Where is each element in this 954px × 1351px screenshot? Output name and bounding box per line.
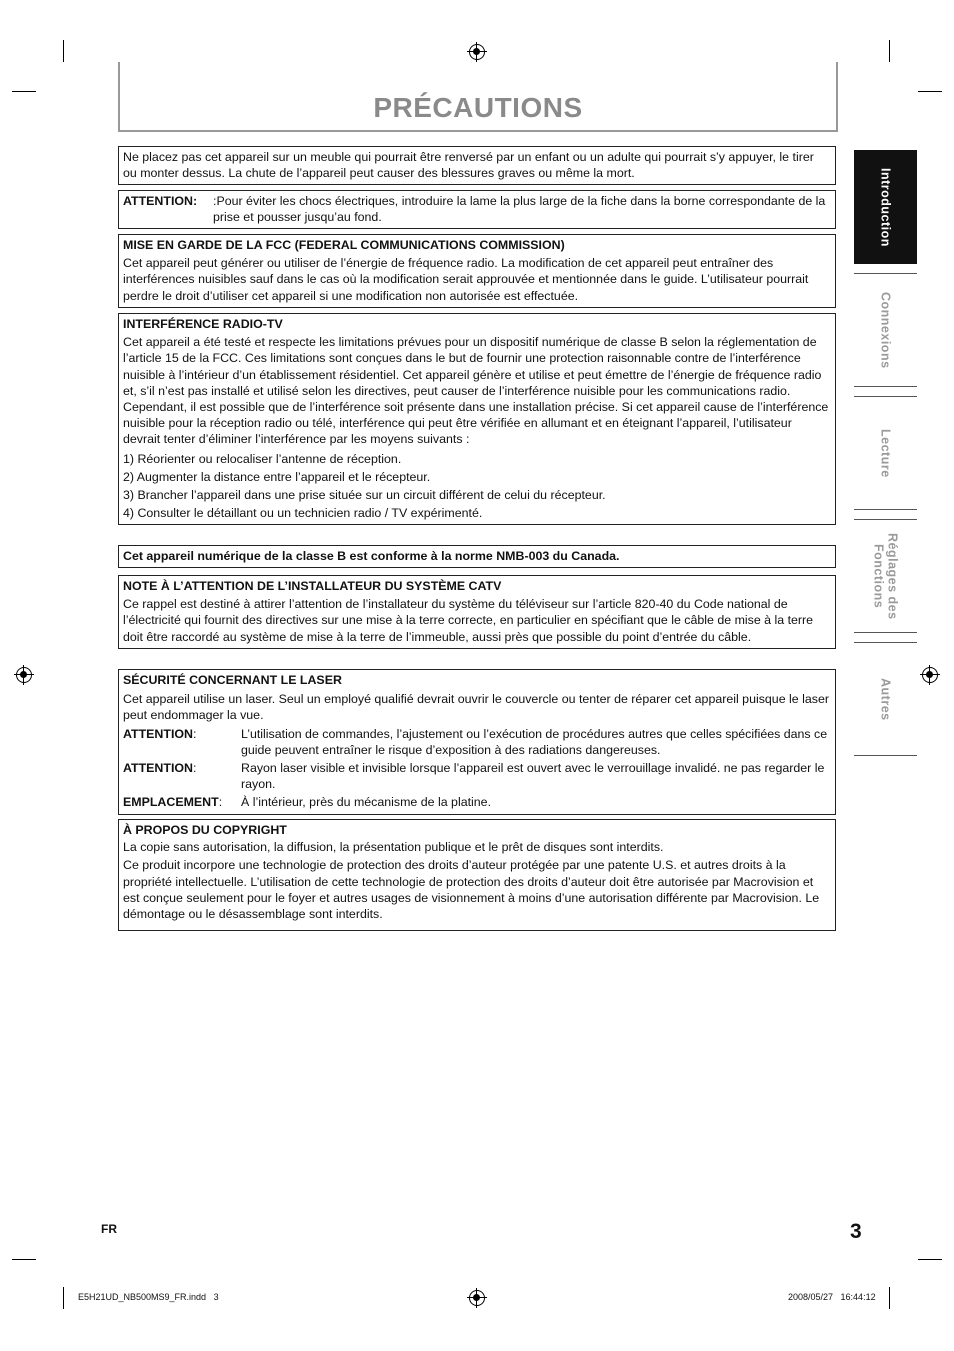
radio-item: 1) Réorienter ou relocaliser l’antenne de réception. xyxy=(123,451,402,466)
radio-item: 4) Consulter le détaillant ou un technicien radio / TV expérimenté. xyxy=(123,506,483,521)
laser-row-text: Rayon laser visible et invisible lorsque l’appareil est ouvert avec le verrouillage invalidé. ne pas regarder le rayon. xyxy=(241,761,825,792)
radio-box xyxy=(118,313,836,525)
registration-mark-icon xyxy=(469,1290,485,1306)
laser-heading: SÉCURITÉ CONCERNANT LE LASER xyxy=(123,673,342,687)
page-number: 3 xyxy=(850,1220,862,1243)
tab-label: Autres xyxy=(878,677,893,721)
fcc-heading: MISE EN GARDE DE LA FCC (FEDERAL COMMUNICATIONS COMMISSION) xyxy=(123,238,565,252)
copyright-box xyxy=(118,819,836,931)
attention-label: ATTENTION: xyxy=(123,194,198,208)
laser-box xyxy=(118,669,836,815)
laser-row xyxy=(123,760,831,792)
laser-row-sep: : xyxy=(192,726,197,741)
laser-row-label: EMPLACEMENT xyxy=(123,795,219,810)
tab-label: Connexions xyxy=(878,291,893,369)
tab-lecture[interactable] xyxy=(854,396,917,510)
radio-heading: INTERFÉRENCE RADIO-TV xyxy=(123,317,283,331)
warning-box xyxy=(118,146,836,185)
footer-filename: E5H21UD_NB500MS9_FR.indd 3 xyxy=(78,1292,219,1302)
radio-item: 2) Augmenter la distance entre l’appareil et le récepteur. xyxy=(123,469,431,484)
tab-label: Introduction xyxy=(878,167,893,247)
copyright-text-2: Ce produit incorpore une technologie de protection des droits d’auteur protégée par une patente U.S. et autres droits à la propriété intellectuelle. L’utilisation de cette technologie de protection des droits d’auteur doit être autorisée par Macrovision et est conçue seulement pour le foyer et autres usages de visionnement à moins d’une autorisation différente par Macrovision. Le démontage ou le désassemblage sont interdits. xyxy=(123,858,820,922)
radio-text: Cet appareil a été testé et respecte les limitations prévues pour un dispositif numérique de classe B selon la réglementation de l’article 15 de la FCC. Ces limitations sont conçues dans le but de fournir une protection raisonnable contre de l’interférence nuisible à l’intérieur d’un établissement résidentiel. Cet appareil génère et utilise et peut émettre de l’énergie de fréquence radio et, s’il n’est pas installé et utilisé selon les directives, peut causer de l’interférence nuisible pour les communications radio. Cependant, il est possible que de l’interférence soit présente dans une installation précise. Si cet appareil cause de l’interférence nuisible pour la réception radio ou télé, interférence qui peut être vérifiée en allumant et en éteignant l’appareil, l’utilisateur devrait tenter d’éliminer l’interférence par les moyens suivants : xyxy=(123,335,829,447)
laser-row-sep: : xyxy=(218,795,223,810)
tab-introduction[interactable] xyxy=(854,150,917,264)
tab-autres[interactable] xyxy=(854,642,917,756)
page-title: PRÉCAUTIONS xyxy=(373,92,583,123)
tab-label: Réglages des Fonctions xyxy=(871,532,900,620)
registration-mark-icon xyxy=(16,667,32,683)
laser-row-text: L’utilisation de commandes, l’ajustement ou l’exécution de procédures autres que celles spécifiées dans ce guide peuvent entraîner le risque d’exposition à des radiations dangereuses. xyxy=(241,726,828,757)
laser-text: Cet appareil utilise un laser. Seul un employé qualifié devrait ouvrir le couvercle ou tenter de réparer cet appareil puisque le laser peut endommager la vue. xyxy=(123,692,829,723)
catv-heading: NOTE À L’ATTENTION DE L’INSTALLATEUR DU SYSTÈME CATV xyxy=(123,579,502,593)
catv-text: Ce rappel est destiné à attirer l’attention de l’installateur du système du téléviseur sur l’article 820-40 du Code national de l’électricité qui fournit des directives sur une mise à la terre correcte, en particulier en spécifiant que le câble de mise à la terre doit être raccordé au système de mise à la terre de l’immeuble, aussi près que possible du point d’entrée du câble. xyxy=(123,597,814,644)
laser-row-label: ATTENTION xyxy=(123,761,193,776)
catv-box xyxy=(118,575,836,649)
copyright-heading: À PROPOS DU COPYRIGHT xyxy=(123,823,287,837)
canada-text: Cet appareil numérique de la classe B est conforme à la norme NMB-003 du Canada. xyxy=(123,549,620,563)
laser-row-sep: : xyxy=(192,761,197,776)
warning-text: Ne placez pas cet appareil sur un meuble qui pourrait être renversé par un enfant ou un adulte qui pourrait s’y appuyer, le tirer ou monter dessus. La chute de l’appareil peut causer des blessures graves ou même la mort. xyxy=(123,150,814,181)
radio-item: 3) Brancher l’appareil dans une prise située sur un circuit différent de celui du récepteur. xyxy=(123,488,606,503)
laser-row-text: À l’intérieur, près du mécanisme de la platine. xyxy=(241,795,492,810)
laser-row-label: ATTENTION xyxy=(123,726,193,741)
tab-reglages-fonctions[interactable] xyxy=(854,519,917,633)
attention-box xyxy=(118,190,836,229)
fcc-box xyxy=(118,234,836,308)
laser-row xyxy=(123,794,831,810)
tab-label: Lecture xyxy=(878,428,893,478)
attention-text: :Pour éviter les chocs électriques, introduire la lame la plus large de la fiche dans la borne correspondante de la prise et pousser jusqu’au fond. xyxy=(213,194,826,225)
registration-mark-icon xyxy=(469,44,485,60)
canada-box xyxy=(118,545,836,568)
registration-mark-icon xyxy=(922,667,938,683)
laser-row xyxy=(123,726,831,758)
tab-connexions[interactable] xyxy=(854,273,917,387)
fcc-text: Cet appareil peut générer ou utiliser de l’énergie de fréquence radio. La modification de cet appareil peut entraîner des interférences nuisibles sauf dans le cas où la modification serait approuvée et mentionnée dans le guide. L’utilisateur pourrait perdre le droit d’utiliser cet appareil si une modification non autorisée est effectuée. xyxy=(123,256,809,303)
language-label: FR xyxy=(101,1222,117,1236)
copyright-text-1: La copie sans autorisation, la diffusion, la présentation publique et le prêt de disques sont interdits. xyxy=(123,840,664,855)
footer-timestamp: 2008/05/27 16:44:12 xyxy=(788,1292,876,1302)
